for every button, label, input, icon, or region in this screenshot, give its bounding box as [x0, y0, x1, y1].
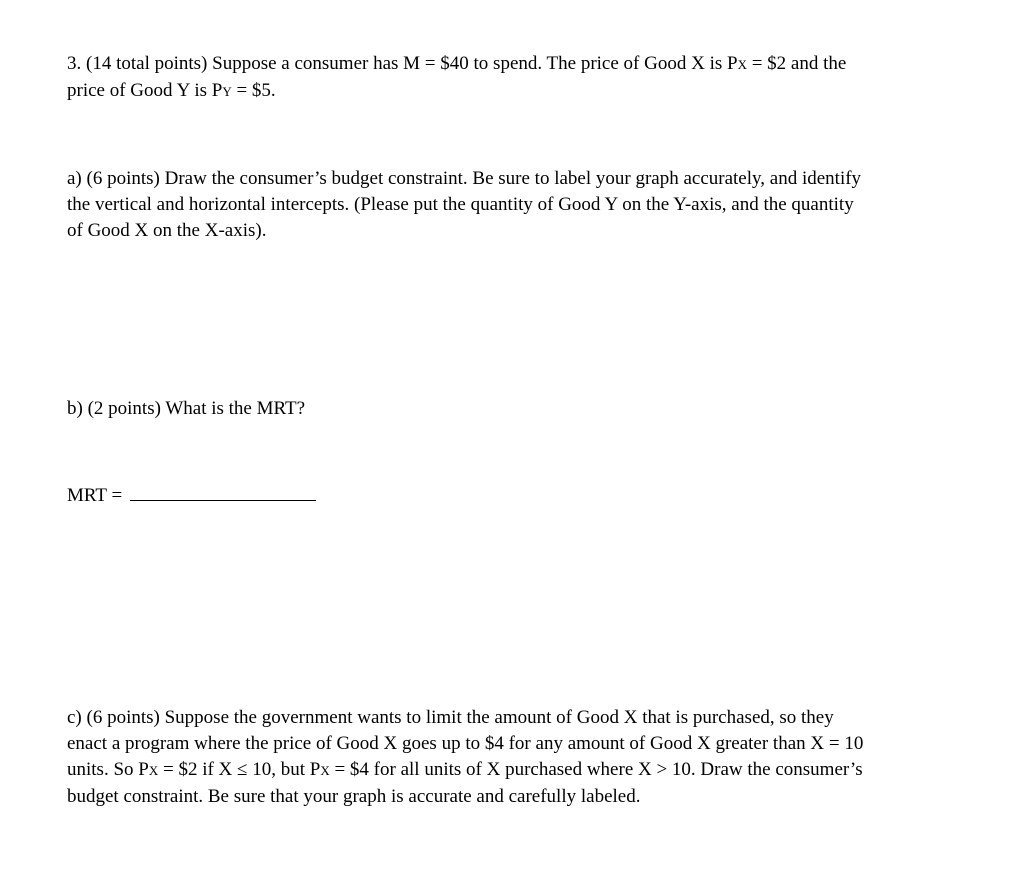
- mrt-answer-blank[interactable]: [130, 500, 316, 501]
- question-points: (14 total points): [86, 53, 208, 74]
- question-intro: [67, 51, 967, 105]
- question-intro-line-2: price of Good Y is PY = $5.: [67, 80, 276, 101]
- part-a: [67, 166, 967, 244]
- part-c: [67, 705, 967, 810]
- part-c-line: enact a program where the price of Good X goes up to $4 for any amount of Good X greater than X = 10: [67, 733, 864, 754]
- part-c-line: budget constraint. Be sure that your graph is accurate and carefully labeled.: [67, 786, 641, 807]
- question-intro-line-1: 3. (14 total points) Suppose a consumer has M = $40 to spend. The price of Good X is PX = $2 and the: [67, 53, 847, 74]
- part-b-question: b) (2 points) What is the MRT?: [67, 398, 306, 419]
- mrt-answer-row: [67, 483, 967, 509]
- question-number: 3.: [67, 53, 82, 74]
- part-a-line: of Good X on the X-axis).: [67, 220, 267, 241]
- part-a-line: the vertical and horizontal intercepts. (Please put the quantity of Good Y on the Y-axis, and the quantity: [67, 194, 854, 215]
- mrt-label: MRT =: [67, 485, 123, 506]
- part-a-line: a) (6 points) Draw the consumer’s budget constraint. Be sure to label your graph accurately, and identify: [67, 168, 862, 189]
- part-b: [67, 396, 967, 422]
- part-c-line: units. So PX = $2 if X ≤ 10, but PX = $4 for all units of X purchased where X > 10. Draw the consumer’s: [67, 759, 863, 780]
- part-c-line: c) (6 points) Suppose the government wants to limit the amount of Good X that is purchased, so they: [67, 707, 834, 728]
